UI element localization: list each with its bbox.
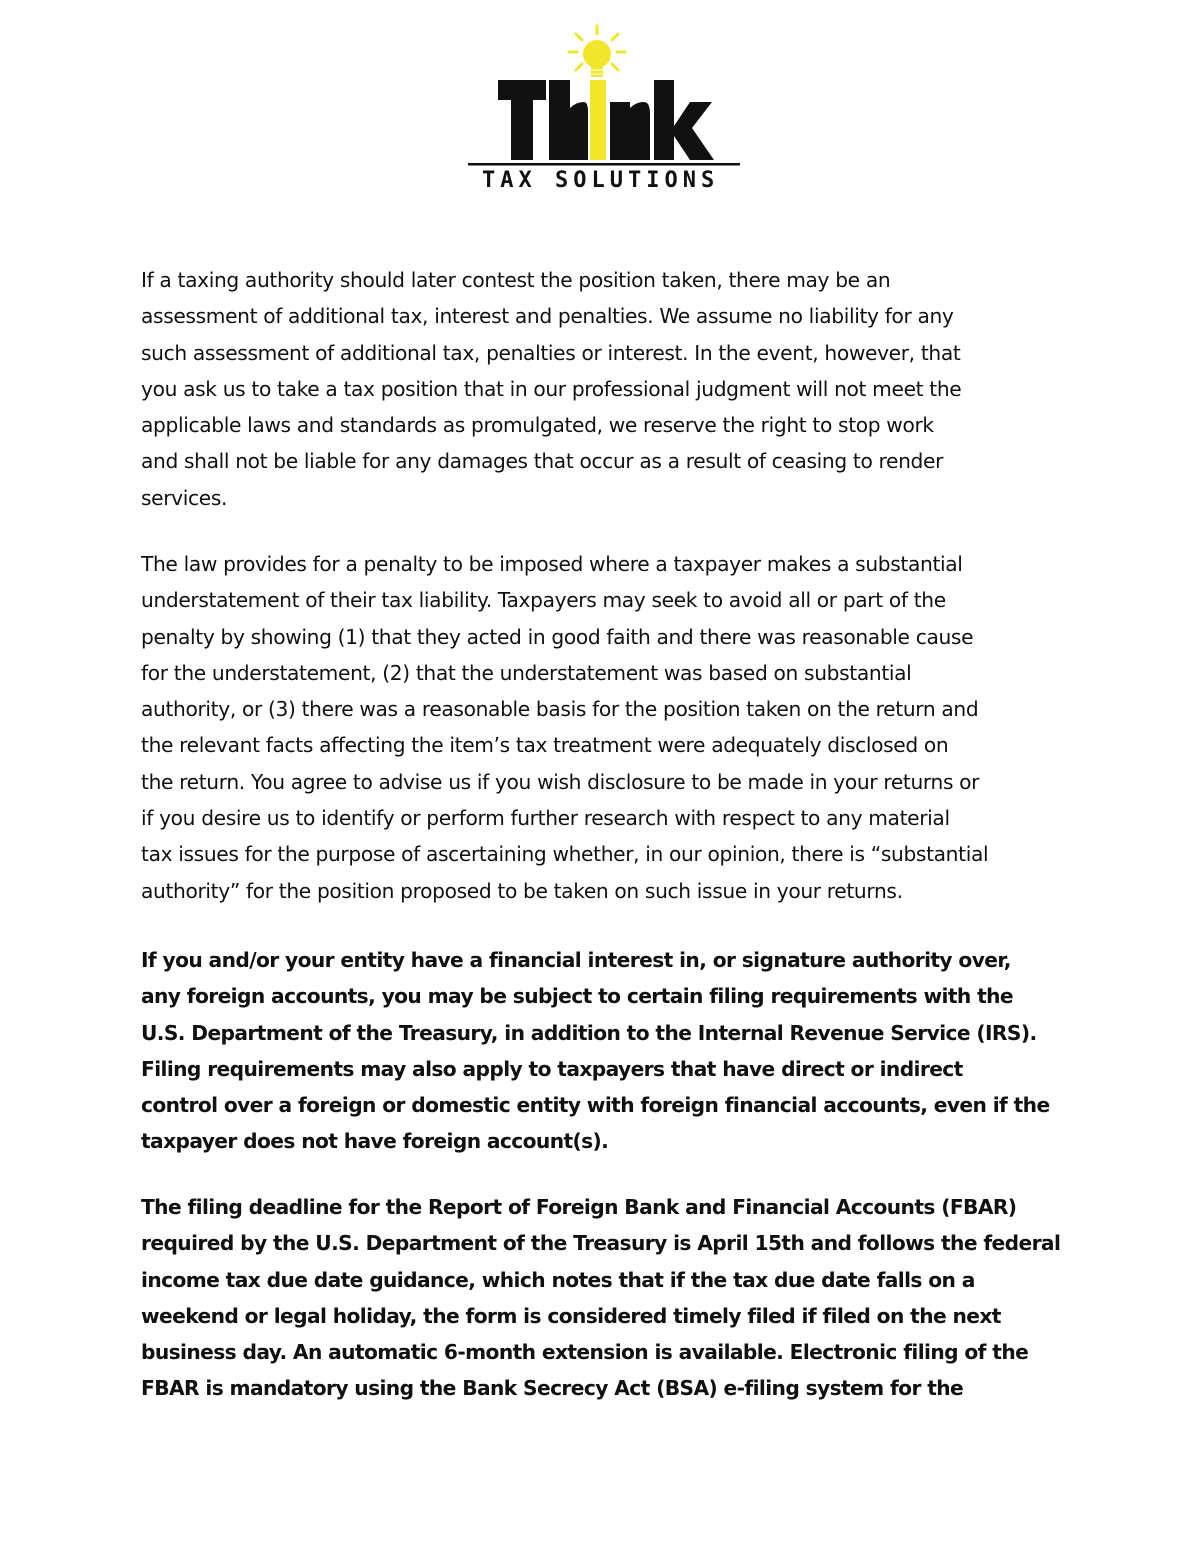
text-line: applicable laws and standards as promulgated, we reserve the right to stop work (141, 413, 934, 438)
text-line: understatement of their tax liability. Taxpayers may seek to avoid all or part of the (141, 588, 946, 613)
text-line: authority” for the position proposed to be taken on such issue in your returns. (141, 878, 903, 903)
text-line: you ask us to take a tax position that in our professional judgment will not meet the (141, 376, 962, 401)
text-line: assessment of additional tax, interest and penalties. We assume no liability for any (141, 304, 954, 329)
text-line: the return. You agree to advise us if you wish disclosure to be made in your returns or (141, 769, 980, 794)
text-line: If you and/or your entity have a financial interest in, or signature authority over, (141, 948, 1011, 972)
text-line: The filing deadline for the Report of Foreign Bank and Financial Accounts (FBAR) (141, 1195, 1017, 1219)
text-line: If a taxing authority should later contest the position taken, there may be an (141, 268, 891, 292)
text-line: for the understatement, (2) that the understatement was based on substantial (141, 660, 912, 685)
text-line: control over a foreign or domestic entity with foreign financial accounts, even if the (141, 1093, 1050, 1118)
text-line: Filing requirements may also apply to taxpayers that have direct or indirect (141, 1056, 963, 1081)
paragraph-foreign-accounts (141, 942, 1050, 1160)
text-line: tax issues for the purpose of ascertaining whether, in our opinion, there is “substantial (141, 842, 989, 867)
text-line: FBAR is mandatory using the Bank Secrecy Act (BSA) e-filing system for the (141, 1376, 964, 1401)
think-tax-solutions-logo (466, 22, 742, 198)
paragraph-fbar-deadline (141, 1189, 1060, 1407)
text-line: the relevant facts affecting the item’s tax treatment were adequately disclosed on (141, 733, 949, 758)
text-line: and shall not be liable for any damages that occur as a result of ceasing to render (141, 449, 944, 474)
text-line: penalty by showing (1) that they acted in good faith and there was reasonable cause (141, 624, 974, 649)
text-line: business day. An automatic 6-month extension is available. Electronic filing of the (141, 1340, 1029, 1365)
text-line: The law provides for a penalty to be imposed where a taxpayer makes a substantial (141, 552, 963, 576)
text-line: any foreign accounts, you may be subject to certain filing requirements with the (141, 984, 1014, 1009)
text-line: income tax due date guidance, which notes that if the tax due date falls on a (141, 1267, 975, 1292)
text-line: U.S. Department of the Treasury, in addition to the Internal Revenue Service (IRS). (141, 1020, 1037, 1045)
text-line: services. (141, 485, 228, 510)
text-line: required by the U.S. Department of the Treasury is April 15th and follows the federal (141, 1231, 1061, 1256)
text-line: authority, or (3) there was a reasonable basis for the position taken on the return and (141, 697, 979, 722)
text-line: such assessment of additional tax, penalties or interest. In the event, however, that (141, 340, 961, 365)
text-line: taxpayer does not have foreign account(s). (141, 1129, 609, 1154)
text-line: if you desire us to identify or perform further research with respect to any material (141, 806, 950, 831)
paragraph-contest-position (141, 262, 961, 516)
logo-tagline: TAX SOLUTIONS (482, 168, 720, 193)
paragraph-substantial-understatement (141, 546, 988, 909)
text-line: weekend or legal holiday, the form is considered timely filed if filed on the next (141, 1303, 1001, 1328)
